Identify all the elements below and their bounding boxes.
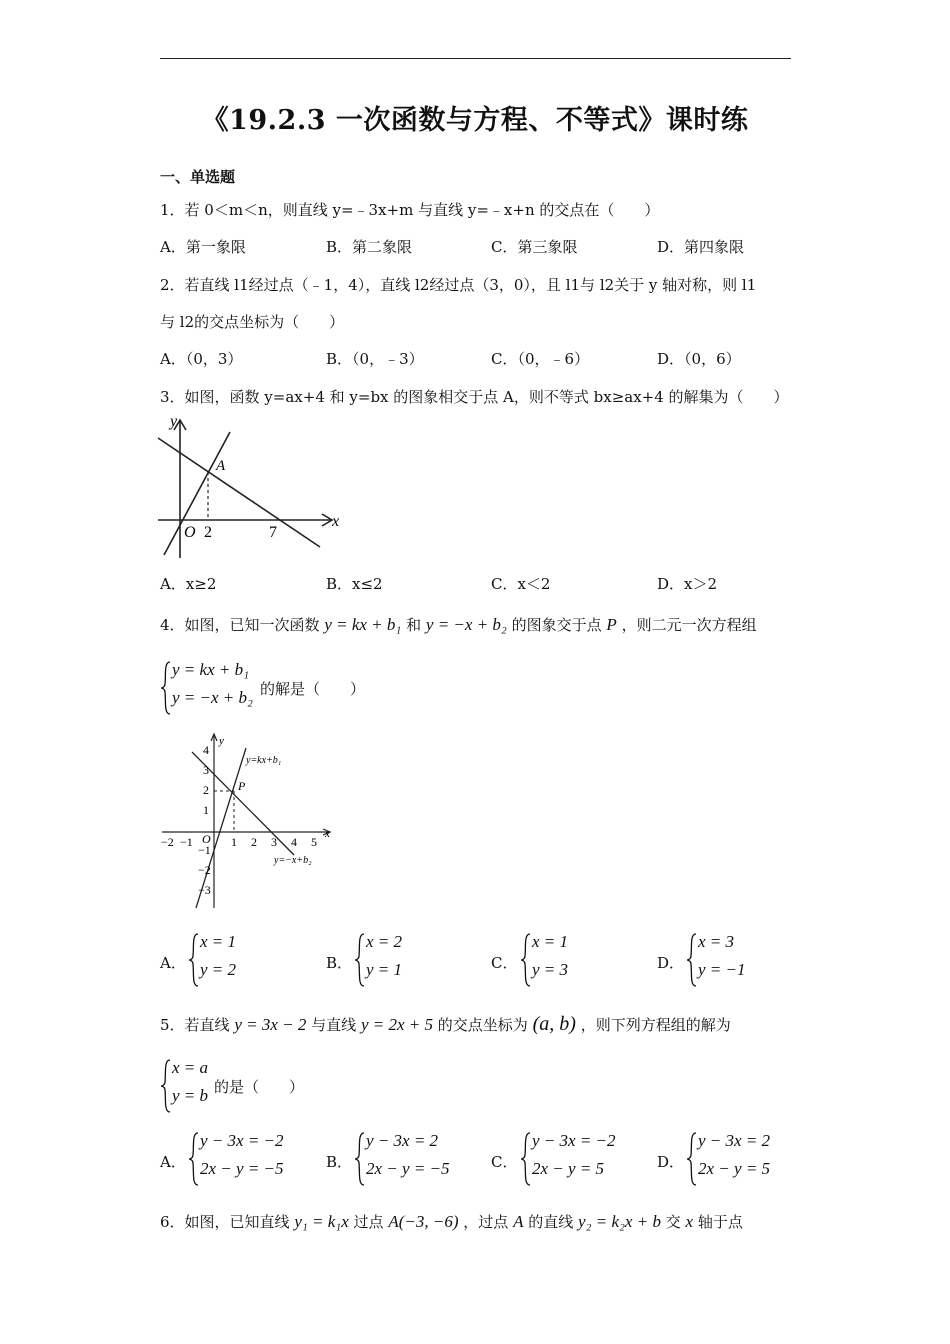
q4-option-d-brace-icon [686, 932, 698, 988]
q6-text-b: 过点 [353, 1213, 384, 1231]
q1-option-d[interactable]: D．第四象限 [657, 238, 745, 256]
q4-xtick-neg2: −2 [161, 835, 174, 849]
q3-line-ax-plus-4 [158, 438, 320, 547]
q4-stem-line1 [160, 614, 757, 635]
q5-system-line2: y = b [172, 1086, 209, 1105]
q5-brace-icon [160, 1058, 172, 1114]
q2-option-a[interactable]: A．（0，3） [160, 350, 243, 368]
q5-option-b-brace-icon [354, 1131, 366, 1187]
q6-text-a: 6．如图，已知直线 [160, 1213, 290, 1231]
q4-option-c-letter[interactable]: C． [491, 954, 518, 972]
q4-option-a-brace-icon [188, 932, 200, 988]
q5-system-line1: x = a [172, 1058, 209, 1077]
q6-point: A(−3, −6) [388, 1212, 459, 1231]
q3-origin-label: O [184, 524, 196, 541]
q5-stem-line1 [160, 1013, 731, 1036]
q3-tick-7: 7 [269, 524, 277, 541]
q4-option-a[interactable] [188, 932, 308, 992]
q4-origin-label: O [202, 832, 211, 846]
q5-option-d-letter[interactable]: D． [657, 1153, 685, 1171]
q1-option-c[interactable]: C．第三象限 [491, 238, 578, 256]
q4-text-a: 4．如图，已知一次函数 [160, 616, 320, 634]
q4-xtick-5: 5 [311, 835, 317, 849]
q3-y-label: y [170, 413, 178, 430]
q4-line1-label: y=kx+b₁ [246, 755, 282, 766]
q4-point-p: P [606, 615, 617, 634]
q4-xtick-4: 4 [291, 835, 297, 849]
q5-option-c-letter[interactable]: C． [491, 1153, 518, 1171]
q5-text-c: 的交点坐标为 [437, 1016, 528, 1034]
q5-sys-text: 的是（ ） [214, 1078, 305, 1096]
q4-brace-icon [160, 660, 172, 716]
q3-option-d[interactable]: D．x＞2 [657, 575, 718, 593]
q4-y-label: y [219, 735, 224, 747]
q4-option-d-line2: y = −1 [698, 960, 746, 979]
q1-option-b[interactable]: B．第二象限 [326, 238, 413, 256]
q4-eq-neg-x: y = −x + b₂ [425, 615, 507, 634]
q3-line-bx [164, 432, 230, 555]
q2-stem-line2: 与 l2的交点坐标为（ ） [160, 313, 345, 331]
q4-option-b[interactable] [354, 932, 474, 992]
q5-option-b-letter[interactable]: B． [326, 1153, 353, 1171]
q5-option-a[interactable] [188, 1131, 318, 1191]
q6-x: x [685, 1212, 694, 1231]
q5-option-d-line1: y − 3x = 2 [698, 1131, 771, 1150]
q4-xtick-3: 3 [271, 835, 277, 849]
q5-eq-b: y = 2x + 5 [360, 1015, 433, 1034]
q4-xtick-1: 1 [231, 835, 237, 849]
q4-option-c[interactable] [520, 932, 640, 992]
q4-equation-system [160, 660, 260, 720]
q4-system-eq1: y = kx + b₁ [172, 660, 249, 679]
q5-option-b[interactable] [354, 1131, 484, 1191]
q4-text-d: ，则二元一次方程组 [621, 616, 757, 634]
q4-ytick-neg1: −1 [198, 843, 211, 857]
q5-option-a-line1: y − 3x = −2 [200, 1131, 284, 1150]
q3-option-a[interactable]: A．x≥2 [160, 575, 217, 593]
q5-option-d[interactable] [686, 1131, 816, 1191]
q4-eq-kx: y = kx + b₁ [324, 615, 402, 634]
q6-text-d: 的直线 [528, 1213, 574, 1231]
q5-option-c[interactable] [520, 1131, 650, 1191]
q2-option-c[interactable]: C．（0，﹣6） [491, 350, 590, 368]
q4-ytick-2: 2 [203, 783, 209, 797]
section-heading: 一、单选题 [160, 168, 236, 186]
q3-stem: 3．如图，函数 y=ax+4 和 y=bx 的图象相交于点 A，则不等式 bx≥ax+4 的解集为（ ） [160, 388, 789, 406]
q1-option-a[interactable]: A．第一象限 [160, 238, 246, 256]
q5-option-b-line1: y − 3x = 2 [366, 1131, 439, 1150]
q4-option-d[interactable] [686, 932, 806, 992]
q4-option-a-letter[interactable]: A． [160, 954, 186, 972]
q4-option-a-line2: y = 2 [200, 960, 237, 979]
q5-option-c-brace-icon [520, 1131, 532, 1187]
q6-eq2: y₂ = k₂x + b [578, 1212, 661, 1231]
q6-text-c: ，过点 [463, 1213, 509, 1231]
q4-ytick-1: 1 [203, 803, 209, 817]
q4-option-b-line2: y = 1 [366, 960, 403, 979]
q6-point-a: A [513, 1212, 524, 1231]
q5-option-a-brace-icon [188, 1131, 200, 1187]
q4-option-b-letter[interactable]: B． [326, 954, 353, 972]
page-title: 《19.2.3 一次函数与方程、不等式》课时练 [201, 105, 749, 136]
q4-option-c-brace-icon [520, 932, 532, 988]
q5-option-d-brace-icon [686, 1131, 698, 1187]
q4-ytick-neg3: −3 [198, 883, 211, 897]
q4-option-a-line1: x = 1 [200, 932, 237, 951]
q5-option-a-line2: 2x − y = −5 [200, 1159, 284, 1178]
q5-pair: (a, b) [532, 1013, 576, 1035]
q1-stem: 1．若 0＜m＜n，则直线 y=﹣3x+m 与直线 y=﹣x+n 的交点在（ ） [160, 201, 660, 219]
q3-point-a-label: A [216, 458, 226, 474]
q4-point-p-label: P [238, 779, 246, 793]
q4-graph [158, 730, 338, 912]
q4-ytick-3: 3 [203, 763, 209, 777]
q6-text-e: 交 [665, 1213, 681, 1231]
q3-graph [150, 410, 350, 560]
q3-option-b[interactable]: B．x≤2 [326, 575, 383, 593]
q5-text-b: 与直线 [311, 1016, 357, 1034]
q4-text-b: 和 [406, 616, 422, 634]
q3-x-label: x [332, 513, 340, 530]
q5-text-d: ，则下列方程组的解为 [580, 1016, 731, 1034]
q4-option-b-brace-icon [354, 932, 366, 988]
q5-option-d-line2: 2x − y = 5 [698, 1159, 771, 1178]
q5-option-b-line2: 2x − y = −5 [366, 1159, 450, 1178]
q4-xtick-2: 2 [251, 835, 257, 849]
q4-line2-label: y=−x+b₂ [274, 855, 312, 866]
q4-option-d-letter[interactable]: D． [657, 954, 685, 972]
q2-stem-line1: 2．若直线 l1经过点（﹣1，4），直线 l2经过点（3，0），且 l1与 l2关于 y 轴对称，则 l1 [160, 276, 757, 294]
q4-option-c-line2: y = 3 [532, 960, 569, 979]
q2-option-d[interactable]: D．（0，6） [657, 350, 741, 368]
q6-text-f: 轴于点 [697, 1213, 743, 1231]
q4-solve-text: 的解是（ ） [260, 680, 366, 698]
q5-option-a-letter[interactable]: A． [160, 1153, 186, 1171]
q4-ytick-neg2: −2 [198, 863, 211, 877]
q6-eq1: y₁ = k₁x [294, 1212, 349, 1231]
q4-xtick-neg1: −1 [180, 835, 193, 849]
q5-option-c-line2: 2x − y = 5 [532, 1159, 605, 1178]
q4-ytick-4: 4 [203, 743, 209, 757]
q5-option-c-line1: y − 3x = −2 [532, 1131, 616, 1150]
q6-stem [160, 1211, 743, 1232]
q3-option-c[interactable]: C．x＜2 [491, 575, 551, 593]
q4-option-b-line1: x = 2 [366, 932, 403, 951]
q4-system-eq2: y = −x + b₂ [172, 688, 253, 707]
q4-option-d-line1: x = 3 [698, 932, 735, 951]
q4-option-c-line1: x = 1 [532, 932, 569, 951]
q5-eq-a: y = 3x − 2 [234, 1015, 307, 1034]
q3-tick-2: 2 [204, 524, 212, 541]
q4-x-label: x [325, 828, 330, 840]
q5-text-a: 5．若直线 [160, 1016, 230, 1034]
top-rule [160, 58, 791, 59]
q2-option-b[interactable]: B．（0，﹣3） [326, 350, 424, 368]
q4-text-c: 的图象交于点 [511, 616, 602, 634]
